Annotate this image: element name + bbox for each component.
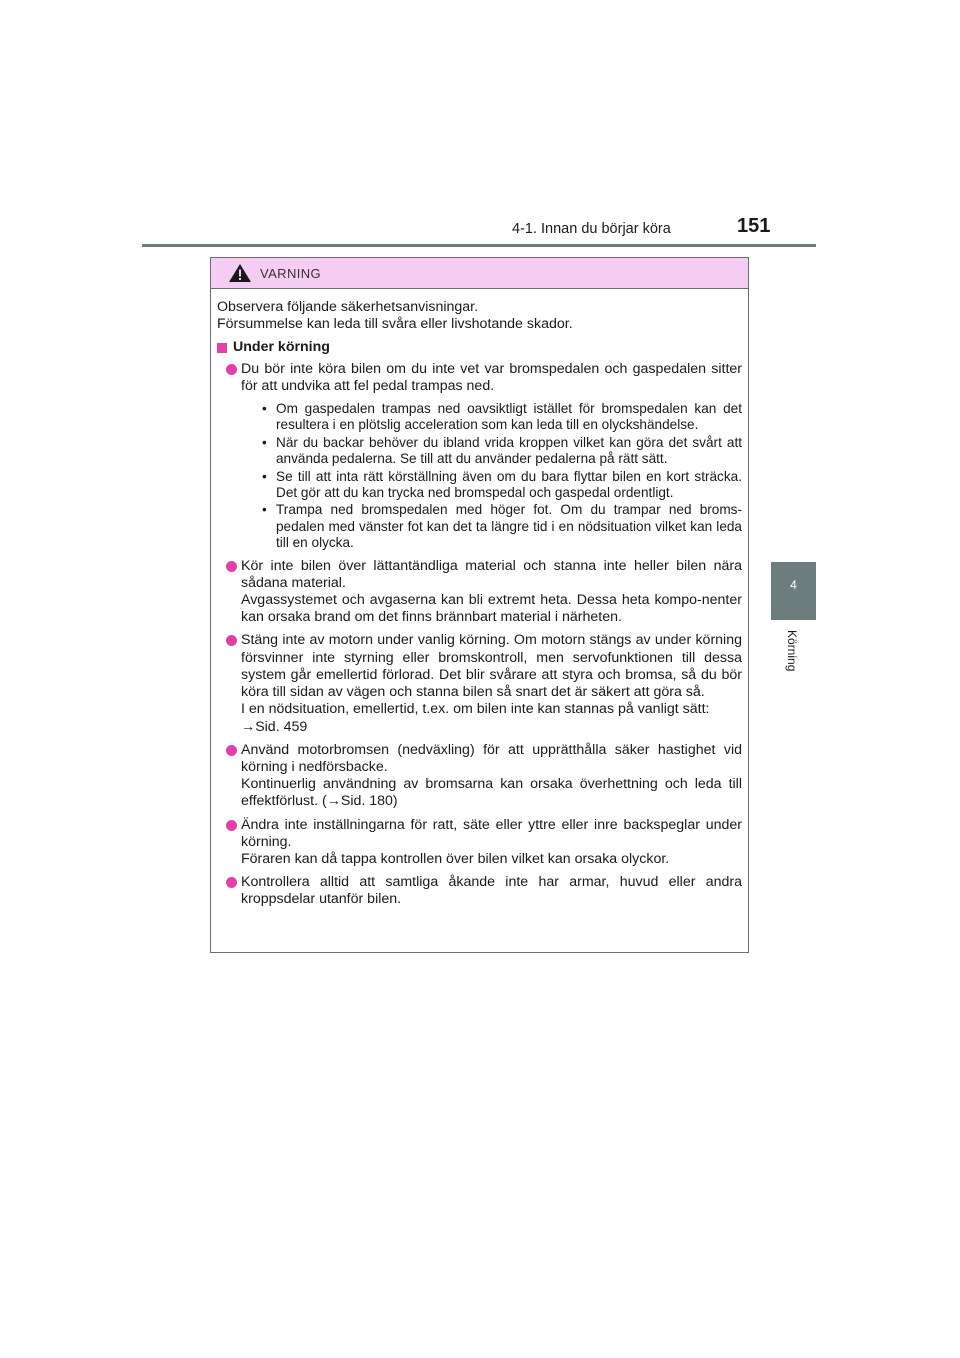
- bullet-dot-icon: [226, 820, 237, 831]
- section-heading: [217, 339, 742, 356]
- intro-line: Observera följande säkerhetsanvisningar.: [217, 299, 479, 315]
- bullet-dot-icon: [226, 364, 237, 375]
- warning-title: VARNING: [260, 265, 322, 281]
- warning-bullet: [217, 874, 742, 908]
- warning-body: [211, 289, 748, 909]
- bullet-text: Ändra inte inställningarna för ratt, säte eller yttre eller inre backspeglar under körning.: [241, 816, 742, 850]
- sub-item: • Se till att inta rätt körställning även om du bara flyttar bilen en kort sträcka. Det gör att du kan trycka ned bromspedal och gaspedal ordentligt.: [262, 469, 742, 502]
- sub-item: • Trampa ned bromspedalen med höger fot. Om du trampar ned broms-pedalen med vänster fot kan det ta längre tid i en nödsituation vilket kan leda till en olycka.: [262, 502, 742, 551]
- chapter-label: Körning: [785, 630, 799, 672]
- warning-bullet: [217, 632, 742, 735]
- bullet-dot-icon: [226, 745, 237, 756]
- chapter-tab: 4: [771, 562, 816, 620]
- sub-item: • När du backar behöver du ibland vrida kroppen vilket kan göra det svårt att använda pedalerna. Se till att du använder pedalerna på rätt sätt.: [262, 435, 742, 468]
- bullet-dot-icon: [226, 635, 237, 646]
- section-title: 4-1. Innan du börjar köra: [512, 221, 671, 237]
- square-bullet-icon: [217, 343, 227, 353]
- bullet-text: Kontrollera alltid att samtliga åkande inte har armar, huvud eller andra kroppsdelar utanför bilen.: [241, 874, 742, 908]
- warning-header: [211, 258, 748, 289]
- section-heading-text: Under körning: [233, 339, 330, 356]
- intro-line: Försummelse kan leda till svåra eller livshotande skador.: [217, 316, 573, 333]
- bullet-text: Du bör inte köra bilen om du inte vet var bromspedalen och gaspedalen sitter för att undvika att fel pedal trampas ned.: [241, 360, 742, 394]
- warning-bullet: [217, 558, 742, 627]
- header-divider: [142, 244, 816, 247]
- warning-triangle-icon: [228, 263, 252, 283]
- page-reference: →Sid. 459: [241, 718, 308, 735]
- warning-bullet: [217, 817, 742, 869]
- warning-bullet: [217, 742, 742, 811]
- bullet-text: Kontinuerlig användning av bromsarna kan orsaka överhettning och leda till effektförlust. (→Sid. 180): [241, 776, 742, 810]
- bullet-text: Stäng inte av motorn under vanlig körning. Om motorn stängs av under körning försvinner inte styrning eller bromskontroll, men servofunktionen till dessa system går emellertid förlorad. Det blir svårare att styra och bromsa, så du bör köra till sidan av vägen och stanna bilen så snart det är säkert att göra så.: [241, 632, 742, 701]
- page-number: 151: [737, 215, 771, 237]
- bullet-dot-icon: [226, 877, 237, 888]
- bullet-text: I en nödsituation, emellertid, t.ex. om bilen inte kan stannas på vanligt sätt:: [241, 701, 710, 718]
- bullet-text: Kör inte bilen över lättantändliga material och stanna inte heller bilen nära sådana material.: [241, 557, 742, 591]
- warning-box: [210, 257, 749, 953]
- warning-intro: [217, 299, 742, 333]
- warning-bullet: [217, 361, 742, 552]
- bullet-text: Föraren kan då tappa kontrollen över bilen vilket kan orsaka olyckor.: [241, 850, 670, 867]
- sub-item: • Om gaspedalen trampas ned oavsiktligt istället för bromspedalen kan det resultera i en plötslig acceleration som kan leda till en olyckshändelse.: [262, 401, 742, 434]
- bullet-text: Använd motorbromsen (nedväxling) för att upprätthålla säker hastighet vid körning i nedförsbacke.: [241, 741, 742, 775]
- sub-list: [217, 401, 742, 552]
- bullet-dot-icon: [226, 561, 237, 572]
- bullet-text: Avgassystemet och avgaserna kan bli extremt heta. Dessa heta kompo-nenter kan orsaka brand om det finns brännbart material i närheten.: [241, 592, 742, 626]
